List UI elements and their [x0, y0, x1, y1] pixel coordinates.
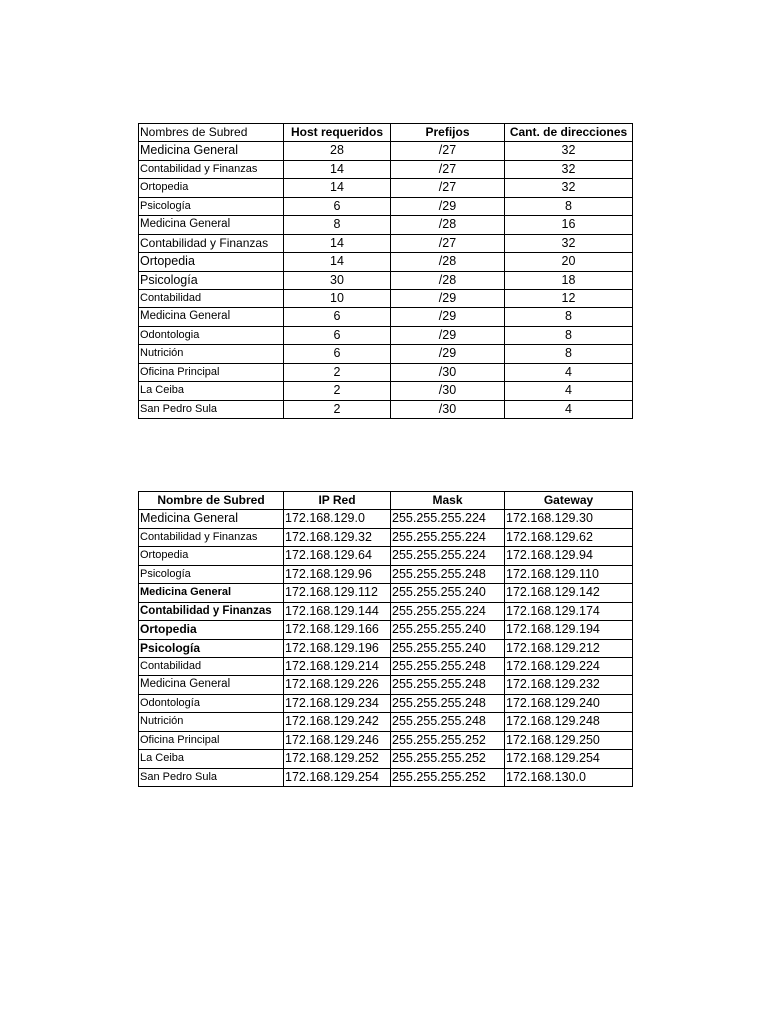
ip-cell: 172.168.129.214	[284, 657, 391, 675]
ip-cell: 172.168.129.112	[284, 584, 391, 602]
mask-cell: 255.255.255.248	[391, 565, 505, 583]
header-required-hosts: Host requeridos	[284, 124, 391, 142]
subnet-name-cell: Psicología	[139, 197, 284, 215]
subnet-name-cell: La Ceiba	[139, 382, 284, 400]
addresses-cell: 4	[505, 400, 633, 418]
gateway-cell: 172.168.129.240	[505, 694, 633, 712]
hosts-cell: 28	[284, 142, 391, 160]
table-row	[139, 160, 633, 178]
prefix-cell: /29	[391, 289, 505, 307]
prefix-cell: /28	[391, 216, 505, 234]
ip-cell: 172.168.129.64	[284, 547, 391, 565]
table-row	[139, 179, 633, 197]
prefix-cell: /29	[391, 197, 505, 215]
addresses-cell: 32	[505, 160, 633, 178]
hosts-cell: 14	[284, 179, 391, 197]
gateway-cell: 172.168.129.174	[505, 602, 633, 620]
mask-cell: 255.255.255.248	[391, 694, 505, 712]
subnet-name-cell: Medicina General	[139, 142, 284, 160]
gateway-cell: 172.168.129.194	[505, 621, 633, 639]
addresses-cell: 32	[505, 142, 633, 160]
prefix-cell: /27	[391, 179, 505, 197]
ip-cell: 172.168.129.96	[284, 565, 391, 583]
prefix-cell: /29	[391, 345, 505, 363]
table-row	[139, 271, 633, 289]
ip-cell: 172.168.129.246	[284, 731, 391, 749]
table-row	[139, 326, 633, 344]
subnet-sizing-table	[138, 123, 633, 419]
table-row	[139, 676, 633, 694]
table-row	[139, 731, 633, 749]
prefix-cell: /28	[391, 253, 505, 271]
hosts-cell: 14	[284, 160, 391, 178]
table-row	[139, 694, 633, 712]
table-row	[139, 345, 633, 363]
subnet-addressing-table	[138, 491, 633, 787]
gateway-cell: 172.168.129.250	[505, 731, 633, 749]
subnet-name-cell: Oficina Principal	[139, 363, 284, 381]
mask-cell: 255.255.255.224	[391, 528, 505, 546]
gateway-cell: 172.168.130.0	[505, 768, 633, 786]
addresses-cell: 8	[505, 326, 633, 344]
gateway-cell: 172.168.129.224	[505, 657, 633, 675]
subnet-name-cell: Nutrición	[139, 713, 284, 731]
subnet-name-cell: San Pedro Sula	[139, 768, 284, 786]
subnet-name-cell: Contabilidad y Finanzas	[139, 234, 284, 252]
addresses-cell: 16	[505, 216, 633, 234]
prefix-cell: /29	[391, 308, 505, 326]
addresses-cell: 8	[505, 345, 633, 363]
table-row	[139, 510, 633, 528]
ip-cell: 172.168.129.254	[284, 768, 391, 786]
subnet-name-cell: Contabilidad y Finanzas	[139, 602, 284, 620]
gateway-cell: 172.168.129.62	[505, 528, 633, 546]
addresses-cell: 4	[505, 363, 633, 381]
header-subnet-name: Nombre de Subred	[139, 492, 284, 510]
addresses-cell: 20	[505, 253, 633, 271]
table-row	[139, 621, 633, 639]
subnet-name-cell: Nutrición	[139, 345, 284, 363]
header-ip-network: IP Red	[284, 492, 391, 510]
gateway-cell: 172.168.129.110	[505, 565, 633, 583]
ip-cell: 172.168.129.0	[284, 510, 391, 528]
gateway-cell: 172.168.129.232	[505, 676, 633, 694]
ip-cell: 172.168.129.242	[284, 713, 391, 731]
hosts-cell: 14	[284, 234, 391, 252]
mask-cell: 255.255.255.224	[391, 602, 505, 620]
prefix-cell: /30	[391, 363, 505, 381]
ip-cell: 172.168.129.166	[284, 621, 391, 639]
subnet-name-cell: Contabilidad y Finanzas	[139, 160, 284, 178]
hosts-cell: 10	[284, 289, 391, 307]
subnet-name-cell: Contabilidad	[139, 657, 284, 675]
ip-cell: 172.168.129.196	[284, 639, 391, 657]
table-row	[139, 142, 633, 160]
mask-cell: 255.255.255.240	[391, 584, 505, 602]
addresses-cell: 12	[505, 289, 633, 307]
addresses-cell: 4	[505, 382, 633, 400]
ip-cell: 172.168.129.252	[284, 750, 391, 768]
prefix-cell: /27	[391, 234, 505, 252]
subnet-name-cell: Oficina Principal	[139, 731, 284, 749]
table-row	[139, 750, 633, 768]
table-row	[139, 528, 633, 546]
table-row	[139, 639, 633, 657]
table-row	[139, 400, 633, 418]
gateway-cell: 172.168.129.142	[505, 584, 633, 602]
header-gateway: Gateway	[505, 492, 633, 510]
hosts-cell: 2	[284, 363, 391, 381]
subnet-name-cell: La Ceiba	[139, 750, 284, 768]
ip-cell: 172.168.129.32	[284, 528, 391, 546]
table-row	[139, 253, 633, 271]
hosts-cell: 8	[284, 216, 391, 234]
subnet-name-cell: Ortopedia	[139, 547, 284, 565]
hosts-cell: 2	[284, 382, 391, 400]
table-row	[139, 565, 633, 583]
prefix-cell: /27	[391, 142, 505, 160]
prefix-cell: /30	[391, 382, 505, 400]
subnet-name-cell: Ortopedia	[139, 253, 284, 271]
subnet-name-cell: Odontología	[139, 694, 284, 712]
hosts-cell: 6	[284, 345, 391, 363]
mask-cell: 255.255.255.240	[391, 621, 505, 639]
subnet-name-cell: Contabilidad y Finanzas	[139, 528, 284, 546]
table-row	[139, 768, 633, 786]
header-subnet-names: Nombres de Subred	[139, 124, 284, 142]
header-address-count: Cant. de direcciones	[505, 124, 633, 142]
table-header-row	[139, 492, 633, 510]
table-row	[139, 289, 633, 307]
mask-cell: 255.255.255.248	[391, 676, 505, 694]
ip-cell: 172.168.129.226	[284, 676, 391, 694]
table-row	[139, 382, 633, 400]
ip-cell: 172.168.129.144	[284, 602, 391, 620]
subnet-name-cell: San Pedro Sula	[139, 400, 284, 418]
subnet-name-cell: Medicina General	[139, 216, 284, 234]
table-row	[139, 363, 633, 381]
subnet-name-cell: Psicología	[139, 639, 284, 657]
table-row	[139, 584, 633, 602]
subnet-name-cell: Odontologia	[139, 326, 284, 344]
addresses-cell: 18	[505, 271, 633, 289]
addresses-cell: 32	[505, 234, 633, 252]
subnet-name-cell: Contabilidad	[139, 289, 284, 307]
table-row	[139, 216, 633, 234]
gateway-cell: 172.168.129.94	[505, 547, 633, 565]
mask-cell: 255.255.255.224	[391, 547, 505, 565]
mask-cell: 255.255.255.248	[391, 657, 505, 675]
subnet-name-cell: Medicina General	[139, 584, 284, 602]
table-row	[139, 657, 633, 675]
prefix-cell: /28	[391, 271, 505, 289]
gateway-cell: 172.168.129.212	[505, 639, 633, 657]
table-row	[139, 602, 633, 620]
table-row	[139, 547, 633, 565]
header-mask: Mask	[391, 492, 505, 510]
table-row	[139, 197, 633, 215]
header-prefixes: Prefijos	[391, 124, 505, 142]
addresses-cell: 8	[505, 308, 633, 326]
prefix-cell: /30	[391, 400, 505, 418]
mask-cell: 255.255.255.252	[391, 750, 505, 768]
subnet-name-cell: Psicología	[139, 565, 284, 583]
subnet-name-cell: Ortopedia	[139, 179, 284, 197]
prefix-cell: /27	[391, 160, 505, 178]
table-row	[139, 713, 633, 731]
table-header-row	[139, 124, 633, 142]
gateway-cell: 172.168.129.254	[505, 750, 633, 768]
subnet-name-cell: Medicina General	[139, 510, 284, 528]
mask-cell: 255.255.255.224	[391, 510, 505, 528]
subnet-name-cell: Medicina General	[139, 308, 284, 326]
addresses-cell: 32	[505, 179, 633, 197]
mask-cell: 255.255.255.240	[391, 639, 505, 657]
gateway-cell: 172.168.129.248	[505, 713, 633, 731]
hosts-cell: 6	[284, 308, 391, 326]
subnet-name-cell: Medicina General	[139, 676, 284, 694]
hosts-cell: 14	[284, 253, 391, 271]
hosts-cell: 30	[284, 271, 391, 289]
mask-cell: 255.255.255.252	[391, 768, 505, 786]
table-row	[139, 308, 633, 326]
hosts-cell: 2	[284, 400, 391, 418]
table-row	[139, 234, 633, 252]
gateway-cell: 172.168.129.30	[505, 510, 633, 528]
mask-cell: 255.255.255.248	[391, 713, 505, 731]
hosts-cell: 6	[284, 326, 391, 344]
addresses-cell: 8	[505, 197, 633, 215]
prefix-cell: /29	[391, 326, 505, 344]
hosts-cell: 6	[284, 197, 391, 215]
subnet-name-cell: Psicología	[139, 271, 284, 289]
mask-cell: 255.255.255.252	[391, 731, 505, 749]
subnet-name-cell: Ortopedia	[139, 621, 284, 639]
ip-cell: 172.168.129.234	[284, 694, 391, 712]
